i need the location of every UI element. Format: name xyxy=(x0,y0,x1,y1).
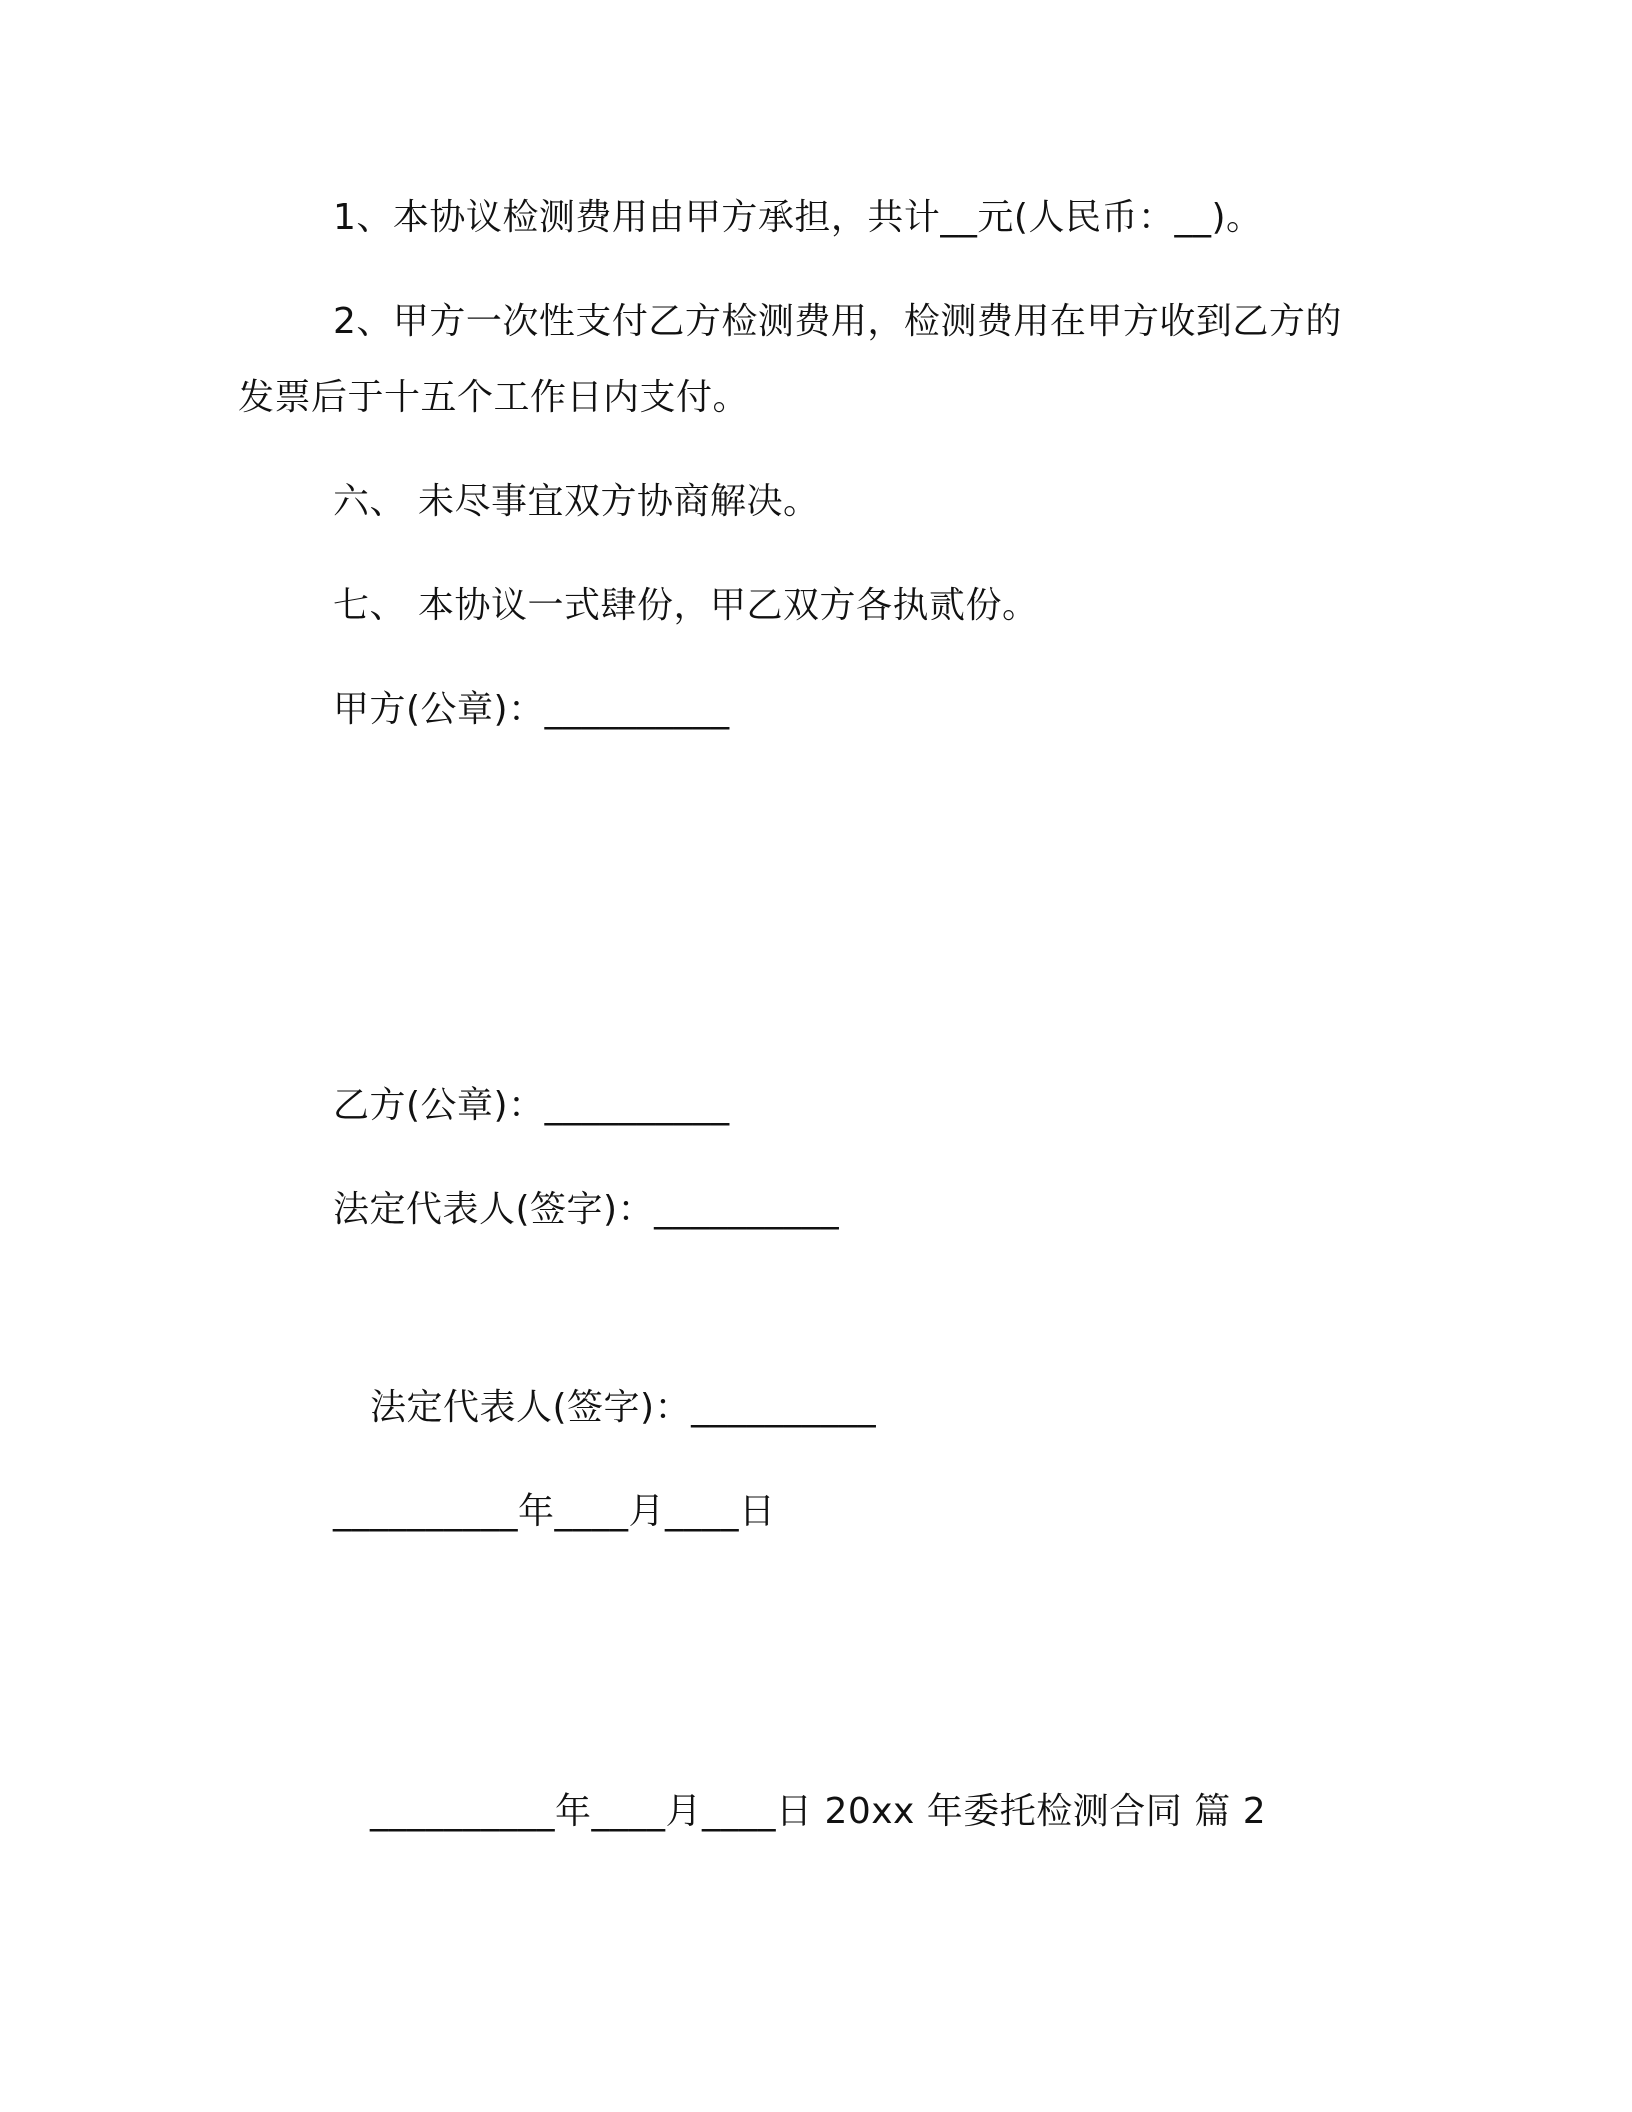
legal-representative-line-1: 法定代表人(签字)：__________ xyxy=(333,1189,840,1230)
clause-fee-amount: 1、本协议检测费用由甲方承担，共计__元(人民币：__)。 xyxy=(333,197,1263,238)
legal-representative-line-2: 法定代表人(签字)：__________ xyxy=(370,1387,877,1428)
party-b-seal-line: 乙方(公章)：__________ xyxy=(333,1085,730,1126)
clause-payment-line-1: 2、甲方一次性支付乙方检测费用，检测费用在甲方收到乙方的 xyxy=(333,301,1342,342)
date-line-1: __________年____月____日 xyxy=(333,1491,776,1532)
clause-six: 六、 未尽事宜双方协商解决。 xyxy=(333,481,820,522)
party-a-seal-line: 甲方(公章)：__________ xyxy=(333,689,730,730)
date-line-with-next-title: __________年____月____日 20xx 年委托检测合同 篇 2 xyxy=(370,1791,1267,1832)
clause-seven: 七、 本协议一式肆份，甲乙双方各执贰份。 xyxy=(333,585,1039,626)
clause-payment-line-2: 发票后于十五个工作日内支付。 xyxy=(238,377,750,418)
